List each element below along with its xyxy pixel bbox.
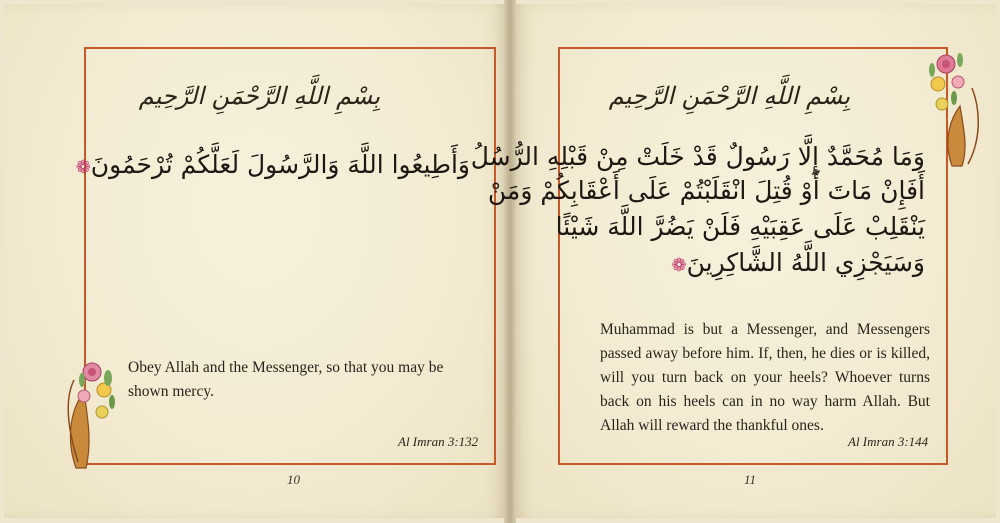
right-arabic-line-1: وَمَا مُحَمَّدٌ إِلَّا رَسُولٌ قَدْ خَلَتْ مِنْ قَبْلِهِ الرُّسُلُ [470, 142, 925, 171]
right-arabic-line-4-text: وَسَيَجْزِي اللَّهُ الشَّاكِرِينَ [686, 248, 925, 277]
flower-vase-ornament-icon [62, 350, 122, 470]
book-gutter [504, 0, 516, 523]
left-page-number: 10 [287, 472, 300, 487]
left-arabic-verse-text: وَأَطِيعُوا اللَّهَ وَالرَّسُولَ لَعَلَّكُمْ تُرْحَمُونَ [90, 150, 470, 179]
left-translation: Obey Allah and the Messenger, so that you may be shown mercy. [128, 359, 444, 400]
verse-end-icon: ❁ [75, 157, 91, 178]
right-arabic-line-3: يَنْقَلِبْ عَلَى عَقِبَيْهِ فَلَنْ يَضُرَّ اللَّهَ شَيْئًا [555, 212, 925, 241]
left-basmala: بِسْمِ اللَّهِ الرَّحْمَنِ الرَّحِيم [138, 82, 380, 110]
left-verse-reference: Al Imran 3:132 [398, 434, 479, 449]
verse-end-icon: ❁ [671, 255, 687, 276]
right-translation: Muhammad is but a Messenger, and Messengers passed away before him. If, then, he dies or is killed, will you turn back on your heels? Whoever turns back on his heels can in no way harm Allah. But Allah will reward the thankful ones. [600, 321, 930, 434]
left-arabic-verse [75, 150, 470, 179]
right-basmala: بِسْمِ اللَّهِ الرَّحْمَنِ الرَّحِيم [608, 82, 850, 110]
right-arabic-line-4 [575, 248, 925, 277]
right-arabic-line-2: أَفَإِنْ مَاتَ أَوْ قُتِلَ انْقَلَبْتُمْ عَلَى أَعْقَابِكُمْ وَمَنْ [487, 176, 925, 205]
right-verse-reference: Al Imran 3:144 [848, 434, 929, 449]
flower-vase-ornament-icon [924, 48, 986, 168]
right-page-number: 11 [744, 472, 757, 487]
